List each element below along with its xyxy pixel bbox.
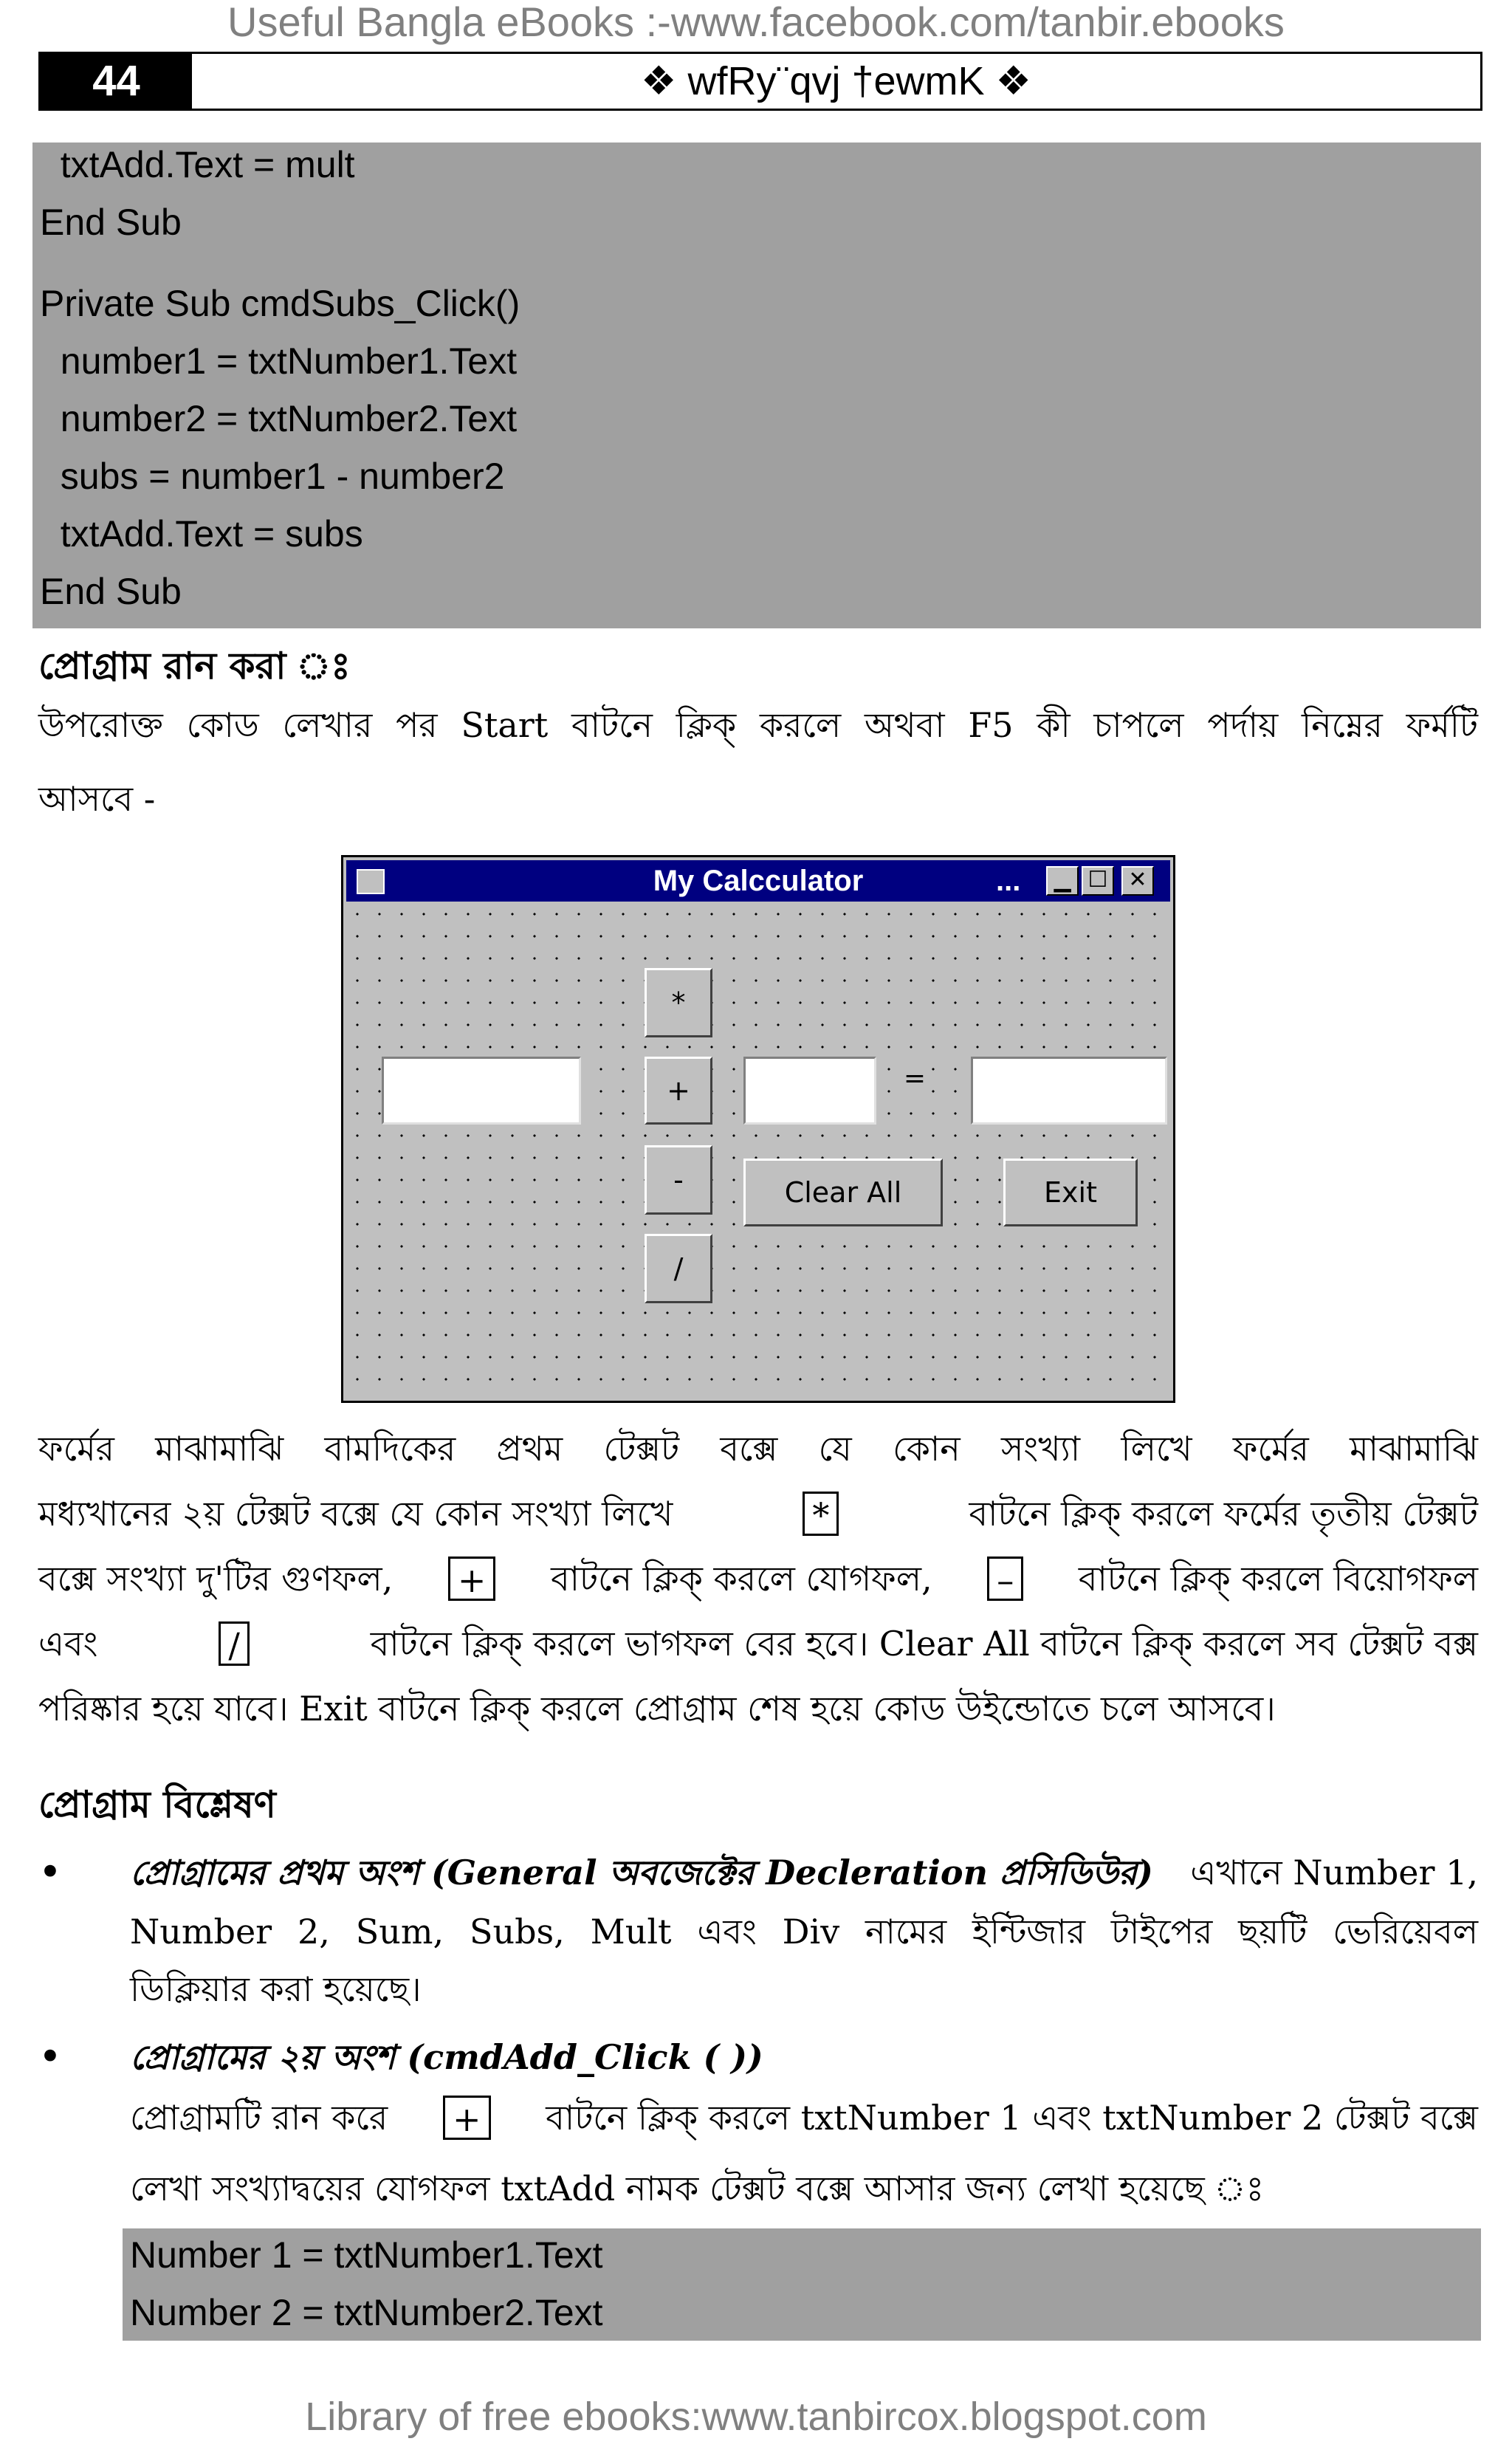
exit-button[interactable]: Exit: [1003, 1159, 1138, 1226]
code-line: Number 2 = txtNumber2.Text: [130, 2292, 603, 2333]
code-line: End Sub: [40, 571, 182, 612]
title-ellipsis: ...: [996, 865, 1021, 897]
code-block-2: [123, 2228, 1481, 2341]
desc-line-3: [38, 1557, 1478, 1601]
bullet-icon: •: [38, 2034, 62, 2080]
bullet2-line-1: [130, 2096, 1478, 2140]
code-line: Number 1 = txtNumber1.Text: [130, 2234, 603, 2276]
bullet1-line-3: ডিক্লিয়ার করা হয়েছে।: [130, 1969, 422, 2009]
subtract-button[interactable]: -: [645, 1145, 712, 1215]
equals-label: =: [900, 1064, 929, 1094]
maximize-icon[interactable]: ☐: [1082, 866, 1114, 896]
desc-text: বাটনে ক্লিক্ করলে যোগফল,: [551, 1559, 932, 1599]
code-block-1: [32, 143, 1481, 628]
page-number: 44: [41, 54, 192, 109]
result-textbox[interactable]: [971, 1057, 1167, 1125]
desc-text: এবং: [38, 1624, 98, 1664]
run-para-line-2: আসবে -: [38, 779, 156, 819]
desc-text: বক্সে সংখ্যা দু'টির গুণফল,: [38, 1559, 394, 1599]
bullet1-line-2: Number 2, Sum, Subs, Mult এবং Div নামের ইন্টিজার টাইপের ছয়টি ভেরিয়েবল: [130, 1912, 1478, 1952]
desc-line-2: [38, 1492, 1478, 1536]
bullet-icon: •: [38, 1849, 62, 1895]
code-line: number2 = txtNumber2.Text: [40, 398, 518, 439]
desc-text: বাটনে ক্লিক্ করলে বিয়োগফল: [1078, 1559, 1478, 1599]
desc-line-1: ফর্মের মাঝামাঝি বামদিকের প্রথম টেক্সট বক্সে যে কোন সংখ্যা লিখে ফর্মের মাঝামাঝি: [38, 1429, 1478, 1469]
run-heading: প্রোগ্রাম রান করা ঃ: [38, 644, 351, 687]
desc-text: বাটনে ক্লিক্ করলে ফর্মের তৃতীয় টেক্সট: [969, 1494, 1478, 1534]
inline-add-box: +: [448, 1557, 496, 1601]
bullet2-text: বাটনে ক্লিক্ করলে txtNumber 1 এবং txtNumber 2 টেক্সট বক্সে: [546, 2098, 1478, 2138]
desc-text: মধ্যখানের ২য় টেক্সট বক্সে যে কোন সংখ্যা লিখে: [38, 1494, 673, 1534]
inline-subtract-box: –: [987, 1557, 1023, 1601]
form-design-grid: [346, 903, 1170, 1398]
number1-textbox[interactable]: [382, 1057, 581, 1125]
clear-all-button[interactable]: Clear All: [743, 1159, 943, 1226]
footer: Library of free ebooks:www.tanbircox.blogspot.com: [305, 2395, 1207, 2439]
window-title-bar[interactable]: [346, 860, 1170, 902]
header-title: ❖ wfRy¨qvj †ewmK ❖: [641, 59, 1031, 103]
bullet2-title: প্রোগ্রামের ২য় অংশ (cmdAdd_Click ( )): [130, 2037, 763, 2077]
inline-multiply-box: *: [803, 1492, 839, 1536]
minimize-icon[interactable]: ▁: [1046, 866, 1079, 896]
window-title: My Calcculator: [653, 865, 864, 897]
calculator-window: [341, 855, 1175, 1403]
run-para-line-1: উপরোক্ত কোড লেখার পর Start বাটনে ক্লিক্ করলে অথবা F5 কী চাপলে পর্দায় নিম্নের ফর্মটি: [38, 705, 1478, 745]
desc-text: বাটনে ক্লিক্ করলে ভাগফল বের হবে। Clear All বাটনে ক্লিক্ করলে সব টেক্সট বক্স: [370, 1624, 1478, 1664]
analysis-heading: প্রোগ্রাম বিশ্লেষণ: [38, 1782, 276, 1826]
close-icon[interactable]: ✕: [1121, 866, 1154, 896]
inline-divide-box: /: [219, 1621, 250, 1666]
code-line: txtAdd.Text = mult: [40, 144, 355, 185]
desc-line-4: [38, 1621, 1478, 1666]
code-line: txtAdd.Text = subs: [40, 513, 363, 555]
code-line: subs = number1 - number2: [40, 456, 505, 497]
code-line: End Sub: [40, 202, 182, 243]
desc-line-5: পরিষ্কার হয়ে যাবে। Exit বাটনে ক্লিক্ করলে প্রোগ্রাম শেষ হয়ে কোড উইন্ডোতে চলে আসবে।: [38, 1689, 1276, 1729]
number2-textbox[interactable]: [743, 1057, 876, 1125]
page-header: [38, 52, 1482, 111]
code-line: Private Sub cmdSubs_Click(): [40, 283, 520, 324]
multiply-button[interactable]: *: [645, 968, 712, 1037]
code-line: number1 = txtNumber1.Text: [40, 340, 518, 382]
add-button[interactable]: +: [645, 1057, 712, 1125]
bullet1-text: এখানে Number 1,: [1190, 1853, 1478, 1892]
inline-add-box: +: [443, 2096, 491, 2140]
bullet1-line-1: [130, 1850, 1478, 1895]
top-banner: Useful Bangla eBooks :-www.facebook.com/tanbir.ebooks: [227, 0, 1285, 45]
divide-button[interactable]: /: [645, 1234, 712, 1303]
bullet1-title: প্রোগ্রামের প্রথম অংশ (General অবজেক্টের Decleration প্রসিডিউর): [130, 1853, 1153, 1892]
bullet2-line-2: লেখা সংখ্যাদ্বয়ের যোগফল txtAdd নামক টেক্সট বক্সে আসার জন্য লেখা হয়েছে ঃ: [130, 2169, 1265, 2209]
bullet2-text: প্রোগ্রামটি রান করে: [130, 2098, 388, 2138]
